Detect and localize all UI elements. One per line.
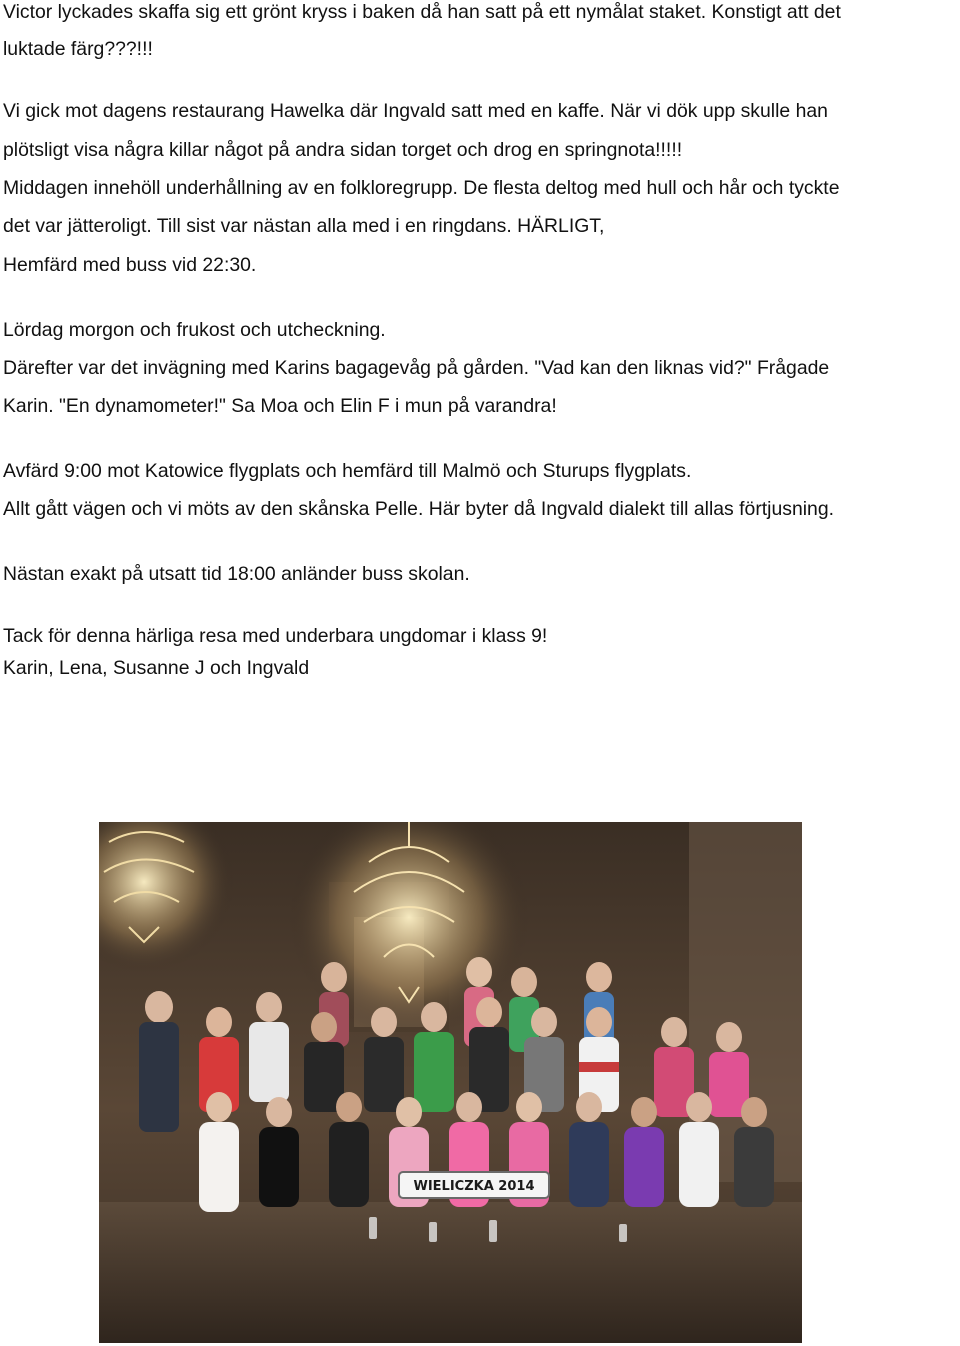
group-photo-illustration: [99, 822, 802, 1343]
paragraph-line-5: Middagen innehöll underhållning av en folkloregrupp. De flesta deltog med hull och hår och tyckte: [3, 177, 840, 199]
paragraph-line-4: plötsligt visa några killar något på andra sidan torget och drog en springnota!!!!!: [3, 139, 683, 161]
floor: [99, 1202, 802, 1343]
paragraph-line-2: luktade färg???!!!: [3, 38, 153, 60]
paragraph-line-8: Lördag morgon och frukost och utcheckning.: [3, 319, 386, 341]
sign-text: WIELICZKA 2014: [413, 1179, 535, 1194]
paragraph-line-9: Därefter var det invägning med Karins bagagevåg på gården. "Vad kan den liknas vid?" Frågade: [3, 357, 830, 379]
wieliczka-sign: [399, 1172, 549, 1198]
group-photo: [99, 822, 802, 1343]
paragraph-line-14: Tack för denna härliga resa med underbara ungdomar i klass 9!: [3, 625, 548, 647]
signature-line: Karin, Lena, Susanne J och Ingvald: [3, 657, 310, 679]
paragraph-line-7: Hemfärd med buss vid 22:30.: [3, 254, 257, 276]
paragraph-line-3: Vi gick mot dagens restaurang Hawelka där Ingvald satt med en kaffe. När vi dök upp skulle han: [3, 100, 828, 122]
paragraph-line-10: Karin. "En dynamometer!" Sa Moa och Elin F i mun på varandra!: [3, 395, 557, 417]
paragraph-line-1: Victor lyckades skaffa sig ett grönt kryss i baken då han satt på ett nymålat staket. Konstigt att det: [3, 1, 841, 23]
paragraph-line-12: Allt gått vägen och vi möts av den skånska Pelle. Här byter då Ingvald dialekt till allas förtjusning.: [3, 498, 834, 520]
paragraph-line-13: Nästan exakt på utsatt tid 18:00 anländer buss skolan.: [3, 563, 470, 585]
paragraph-line-6: det var jätteroligt. Till sist var nästan alla med i en ringdans. HÄRLIGT,: [3, 215, 605, 237]
paragraph-line-11: Avfärd 9:00 mot Katowice flygplats och hemfärd till Malmö och Sturups flygplats.: [3, 460, 692, 482]
